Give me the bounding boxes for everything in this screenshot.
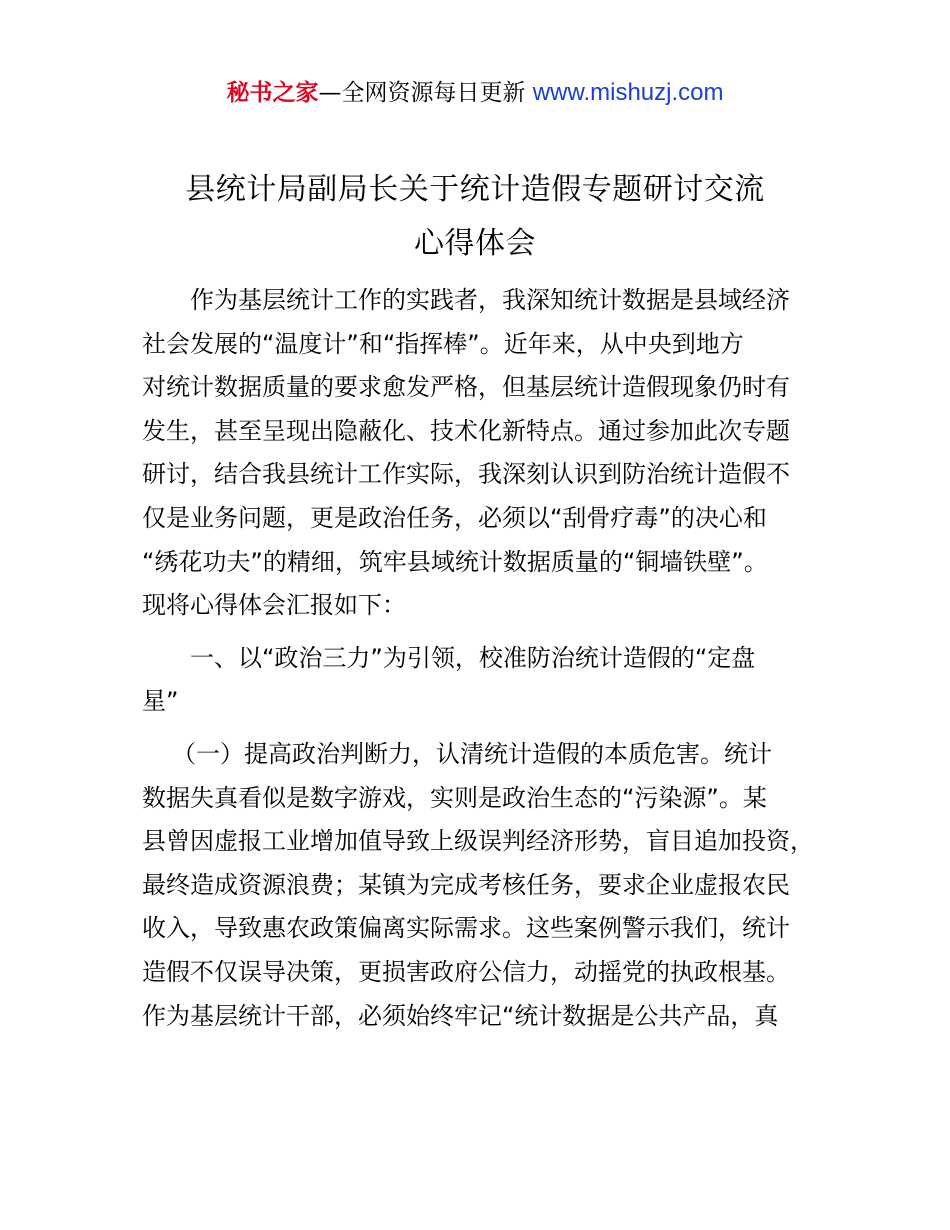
document-body [142,279,832,1038]
text-line: （一）提高政治判断力，认清统计造假的本质危害。统计 [172,739,772,768]
document-title-line-1: 县统计局副局长关于统计造假专题研讨交流 [185,172,765,207]
text-line: 收入，导致惠农政策偏离实际需求。这些案例警示我们，统计 [142,914,790,943]
section-heading-1 [142,637,832,724]
paragraph-subsection-1 [142,733,832,1038]
text-line: 作为基层统计干部，必须始终牢记“统计数据是公共产品，真 [142,1001,779,1030]
site-url-link[interactable]: www.mishuzj.com [532,79,724,106]
heading-line: 一、以“政治三力”为引领，校准防治统计造假的“定盘 [190,643,756,672]
site-header [0,76,950,110]
text-line: 现将心得体会汇报如下： [142,591,406,620]
text-line: 县曾因虚报工业增加值导致上级误判经济形势，盲目追加投资， [142,827,814,856]
site-tagline: —全网资源每日更新 [318,80,533,106]
text-line: 作为基层统计工作的实践者，我深知统计数据是县域经济 [190,286,790,314]
text-line: 数据失真看似是数字游戏，实则是政治生态的“污染源”。某 [142,783,767,812]
site-brand: 秘书之家 [226,80,319,106]
text-line: 造假不仅误导决策，更损害政府公信力，动摇党的执政根基。 [142,957,790,986]
paragraph-intro [142,279,832,628]
text-line: 对统计数据质量的要求愈发严格，但基层统计造假现象仍时有 [142,373,790,402]
heading-line: 星” [142,687,179,716]
text-line: 社会发展的“温度计”和“指挥棒”。近年来，从中央到地方 [142,329,744,358]
text-line: 最终造成资源浪费；某镇为完成考核任务，要求企业虚报农民 [142,870,790,899]
text-line: “绣花功夫”的精细，筑牢县域统计数据质量的“铜墙铁壁”。 [142,547,768,576]
text-line: 仅是业务问题，更是政治任务，必须以“刮骨疗毒”的决心和 [142,503,767,532]
text-line: 发生，甚至呈现出隐蔽化、技术化新特点。通过参加此次专题 [142,416,790,445]
text-line: 研讨，结合我县统计工作实际，我深刻认识到防治统计造假不 [142,460,790,489]
document-title-line-2: 心得体会 [414,226,536,261]
